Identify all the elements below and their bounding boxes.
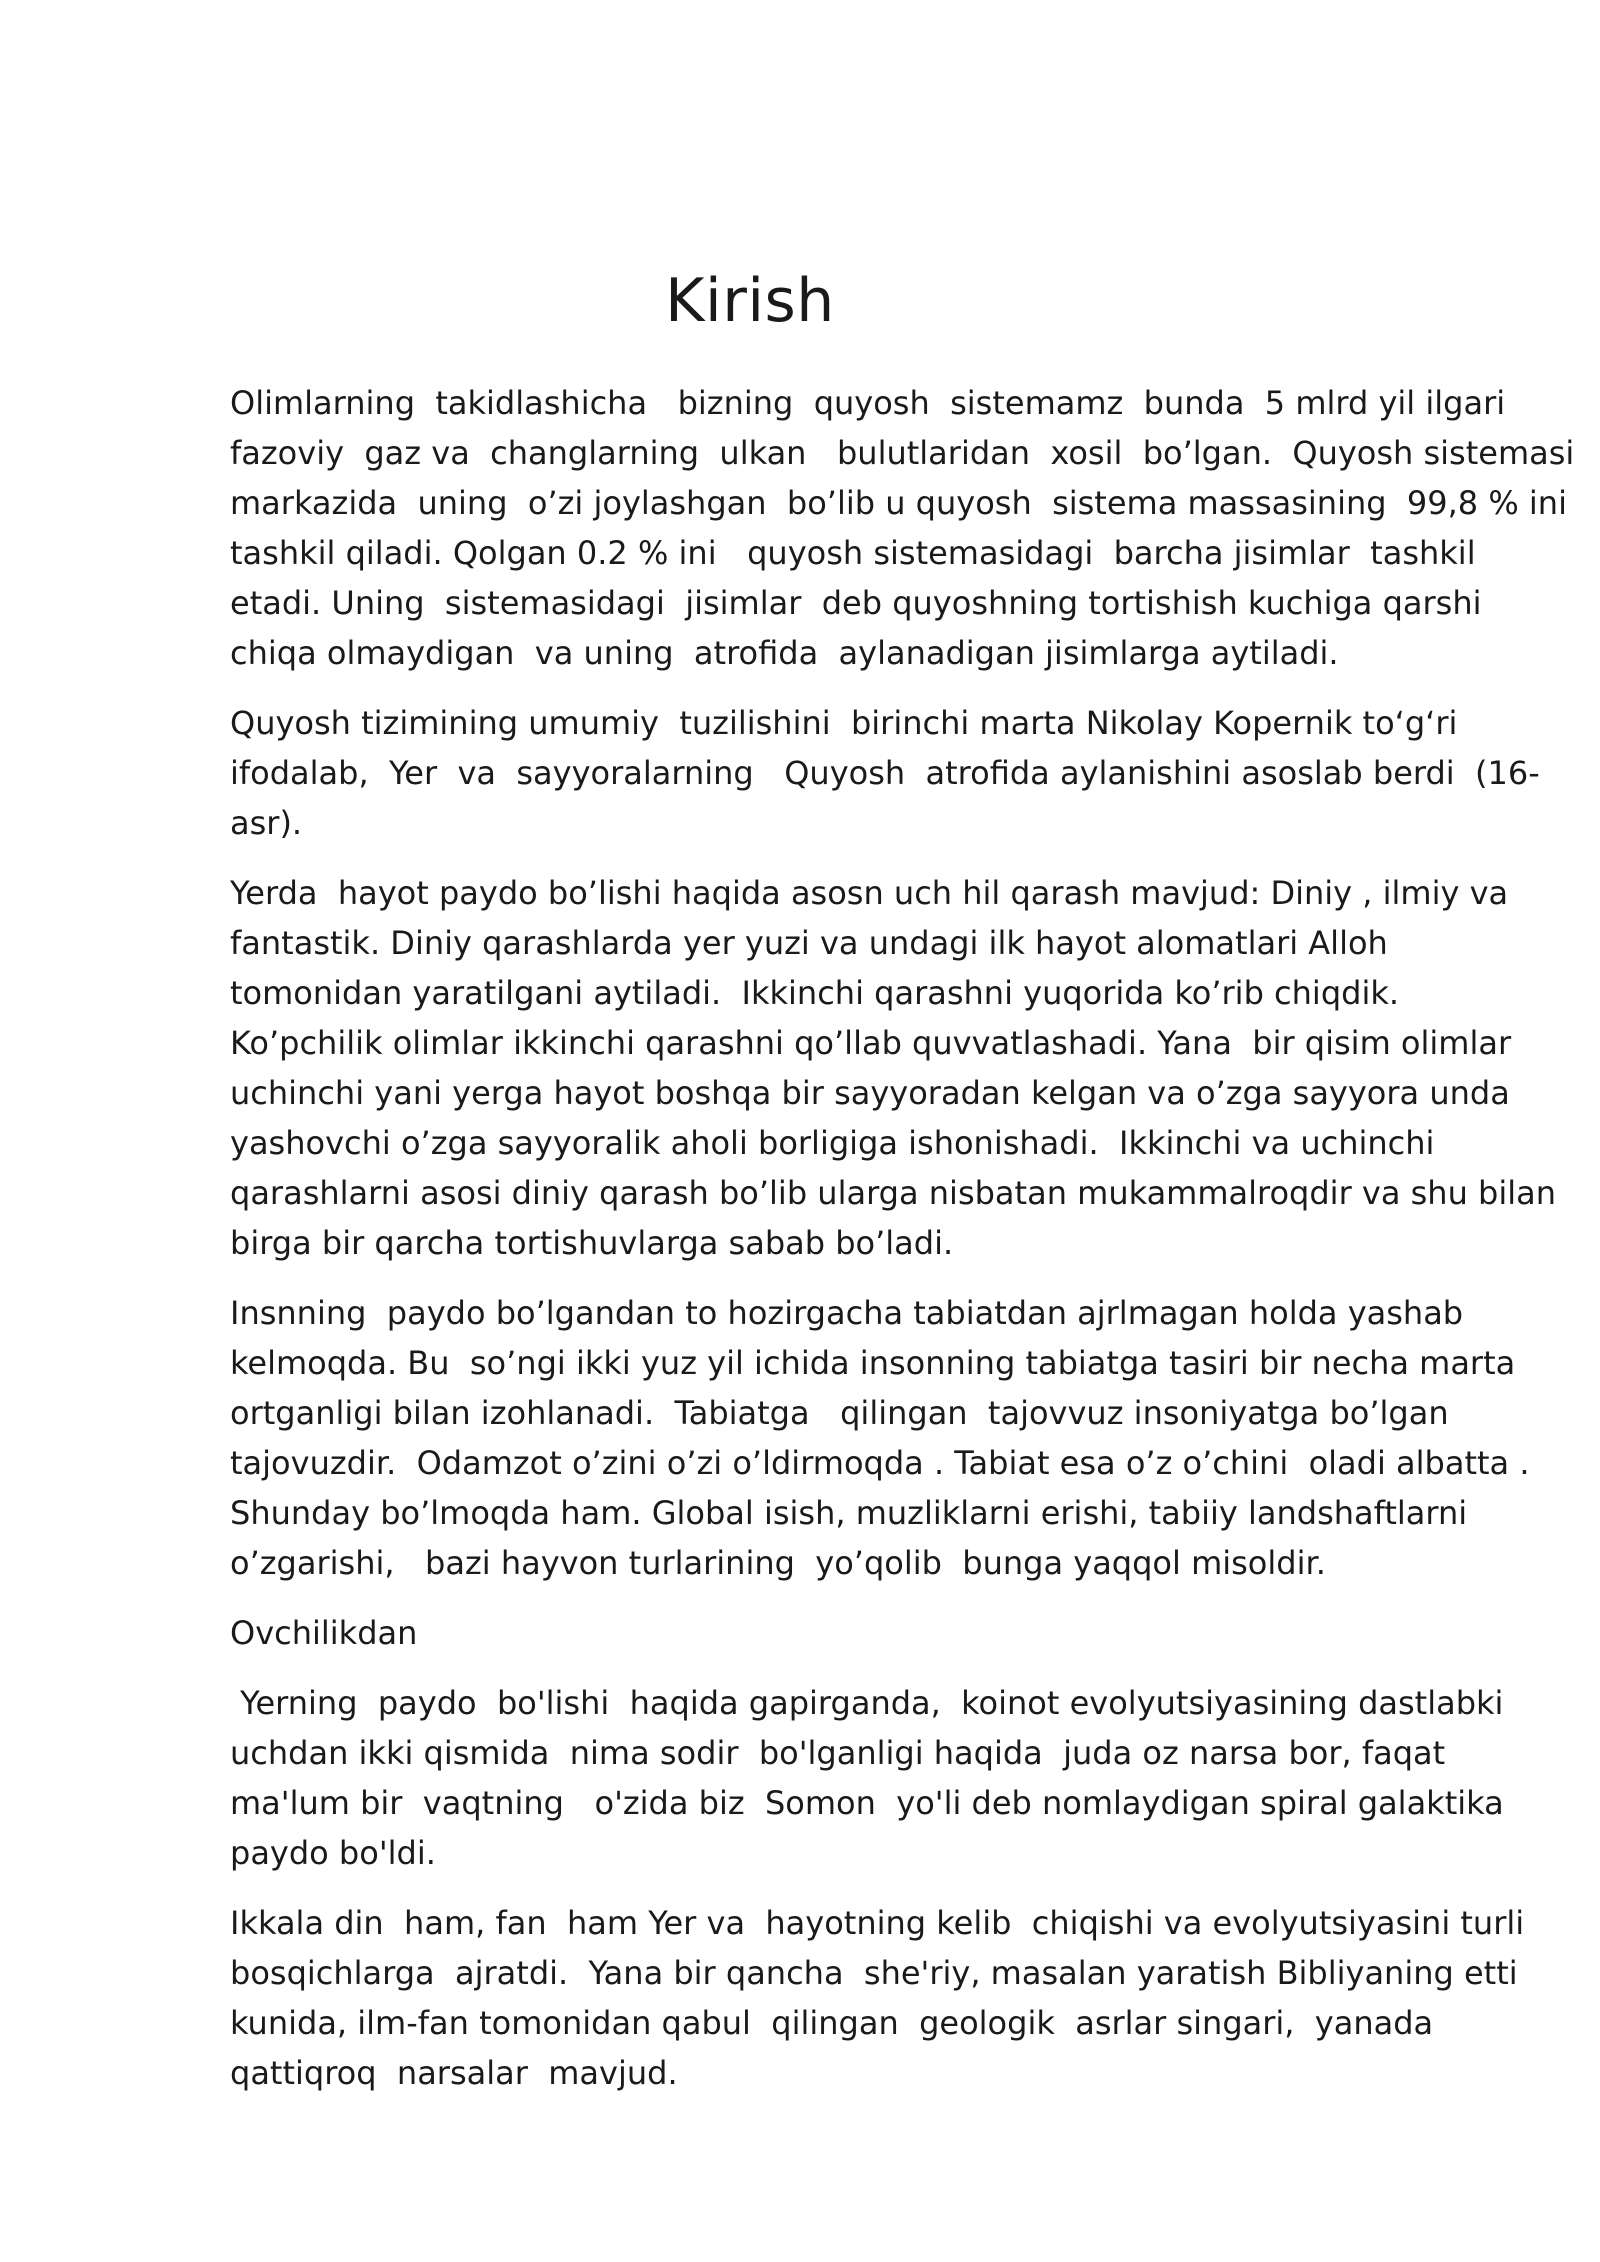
text-line: markazida uning o’zi joylashgan bo’lib u quyosh sistema massasining 99,8 % ini: [230, 484, 1567, 522]
text-line: chiqa olmaydigan va uning atrofida aylanadigan jisimlarga aytiladi.: [230, 634, 1339, 672]
text-line: tashkil qiladi. Qolgan 0.2 % ini quyosh sistemasidagi barcha jisimlar tashkil: [230, 534, 1476, 572]
text-line: Ko’pchilik olimlar ikkinchi qarashni qo’llab quvvatlashadi. Yana bir qisim olimlar: [230, 1024, 1512, 1062]
text-line: tajovuzdir. Odamzot o’zini o’zi o’ldirmoqda . Tabiat esa o’z o’chini oladi albatta .: [230, 1444, 1530, 1482]
text-line: kelmoqda. Bu so’ngi ikki yuz yil ichida insonning tabiatga tasiri bir necha marta: [230, 1344, 1516, 1382]
text-line: fantastik. Diniy qarashlarda yer yuzi va undagi ilk hayot alomatlari Alloh: [230, 924, 1388, 962]
text-line: bosqichlarga ajratdi. Yana bir qancha she'riy, masalan yaratish Bibliyaning etti: [230, 1954, 1518, 1992]
document-body: [230, 378, 1575, 2118]
text-line: fazoviy gaz va changlarning ulkan bulutlaridan xosil bo’lgan. Quyosh sistemasi: [230, 434, 1575, 472]
paragraph: [230, 1608, 1500, 1658]
text-line: Quyosh tizimining umumiy tuzilishini birinchi marta Nikolay Kopernik to‘g‘ri: [230, 704, 1458, 742]
text-line: asr).: [230, 804, 303, 842]
text-line: Yerning paydo bo'lishi haqida gapirganda, koinot evolyutsiyasining dastlabki: [230, 1684, 1504, 1722]
text-line: ortganligi bilan izohlanadi. Tabiatga qilingan tajovvuz insoniyatga bo’lgan: [230, 1394, 1449, 1432]
text-line: ma'lum bir vaqtning o'zida biz Somon yo'li deb nomlaydigan spiral galaktika: [230, 1784, 1504, 1822]
text-line: Shunday bo’lmoqda ham. Global isish, muzliklarni erishi, tabiiy landshaftlarni: [230, 1494, 1468, 1532]
text-line: Ikkala din ham, fan ham Yer va hayotning kelib chiqishi va evolyutsiyasini turli: [230, 1904, 1525, 1942]
text-line: uchdan ikki qismida nima sodir bo'lganligi haqida juda oz narsa bor, faqat: [230, 1734, 1446, 1772]
paragraph: [230, 868, 1556, 1268]
text-line: uchinchi yani yerga hayot boshqa bir sayyoradan kelgan va o’zga sayyora unda: [230, 1074, 1510, 1112]
paragraph: [230, 698, 1540, 848]
text-line: yashovchi o’zga sayyoralik aholi borligiga ishonishadi. Ikkinchi va uchinchi: [230, 1124, 1435, 1162]
text-line: Yerda hayot paydo bo’lishi haqida asosn uch hil qarash mavjud: Diniy , ilmiy va: [230, 874, 1509, 912]
text-line: tomonidan yaratilgani aytiladi. Ikkinchi qarashni yuqorida ko’rib chiqdik.: [230, 974, 1400, 1012]
text-line: Olimlarning takidlashicha bizning quyosh sistemamz bunda 5 mlrd yil ilgari: [230, 384, 1506, 422]
text-line: paydo bo'ldi.: [230, 1834, 436, 1872]
text-line: qattiqroq narsalar mavjud.: [230, 2054, 678, 2092]
paragraph: [230, 1288, 1530, 1588]
paragraph: [230, 378, 1575, 678]
text-line: etadi. Uning sistemasidagi jisimlar deb quyoshning tortishish kuchiga qarshi: [230, 584, 1482, 622]
text-line: birga bir qarcha tortishuvlarga sabab bo’ladi.: [230, 1224, 954, 1262]
text-line: qarashlarni asosi diniy qarash bo’lib ularga nisbatan mukammalroqdir va shu bilan: [230, 1174, 1556, 1212]
text-line: Insnning paydo bo’lgandan to hozirgacha tabiatdan ajrlmagan holda yashab: [230, 1294, 1464, 1332]
text-line: Ovchilikdan: [230, 1614, 418, 1652]
page-title: Kirish: [665, 266, 835, 336]
paragraph: [230, 1898, 1525, 2098]
text-line: o’zgarishi, bazi hayvon turlarining yo’qolib bunga yaqqol misoldir.: [230, 1544, 1326, 1582]
text-line: ifodalab, Yer va sayyoralarning Quyosh atrofida aylanishini asoslab berdi (16-: [230, 754, 1540, 792]
paragraph: [230, 1678, 1504, 1878]
text-line: kunida, ilm-fan tomonidan qabul qilingan geologik asrlar singari, yanada: [230, 2004, 1434, 2042]
